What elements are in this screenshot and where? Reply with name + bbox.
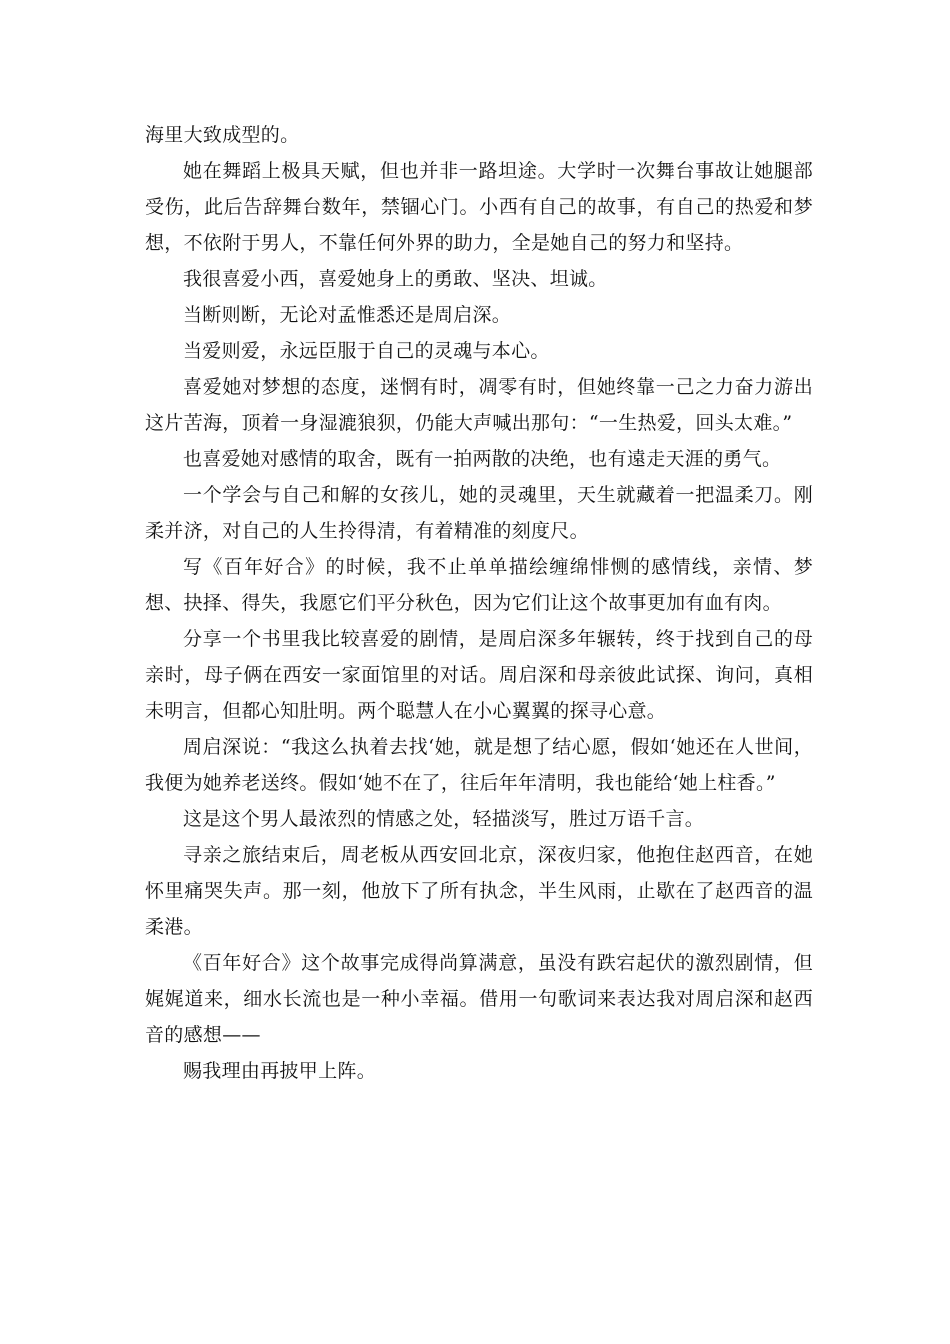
document-body (145, 117, 813, 1089)
paragraph-14: 《百年好合》这个故事完成得尚算满意，虽没有跌宕起伏的激烈剧情，但娓娓道来，细水长流也是一种小幸福。借用一句歌词来表达我对周启深和赵西音的感想—— (145, 952, 813, 1046)
paragraph-12: 这是这个男人最浓烈的情感之处，轻描淡写，胜过万语千言。 (183, 808, 705, 830)
paragraph-5: 当爱则爱，永远臣服于自己的灵魂与本心。 (183, 340, 550, 362)
paragraph-8: 一个学会与自己和解的女孩儿，她的灵魂里，天生就藏着一把温柔刀。刚柔并济，对自己的人生拎得清，有着精准的刻度尺。 (145, 484, 813, 542)
paragraph-11: 周启深说：“我这么执着去找‘她，就是想了结心愿，假如‘她还在人世间，我便为她养老送终。假如‘她不在了，往后年年清明，我也能给‘她上柱香。” (145, 736, 813, 794)
paragraph-6: 喜爱她对梦想的态度，迷惘有时，凋零有时，但她终靠一己之力奋力游出这片苦海，顶着一身湿漉狼狈，仍能大声喊出那句：“一生热爱，回头太难。” (145, 376, 813, 434)
paragraph-9: 写《百年好合》的时候，我不止单单描绘缠绵悱恻的感情线，亲情、梦想、抉择、得失，我愿它们平分秋色，因为它们让这个故事更加有血有肉。 (145, 556, 813, 614)
paragraph-1: 海里大致成型的。 (145, 124, 300, 146)
paragraph-15: 赐我理由再披甲上阵。 (183, 1060, 377, 1082)
paragraph-2: 她在舞蹈上极具天赋，但也并非一路坦途。大学时一次舞台事故让她腿部受伤，此后告辞舞台数年，禁锢心门。小西有自己的故事，有自己的热爱和梦想，不依附于男人，不靠任何外界的助力，全是她自己的努力和坚持。 (145, 160, 813, 254)
paragraph-10: 分享一个书里我比较喜爱的剧情，是周启深多年辗转，终于找到自己的母亲时，母子俩在西安一家面馆里的对话。周启深和母亲彼此试探、询问，真相未明言，但都心知肚明。两个聪慧人在小心翼翼的探寻心意。 (145, 628, 813, 722)
paragraph-13: 寻亲之旅结束后，周老板从西安回北京，深夜归家，他抱住赵西音，在她怀里痛哭失声。那一刻，他放下了所有执念，半生风雨，止歇在了赵西音的温柔港。 (145, 844, 813, 938)
paragraph-4: 当断则断，无论对孟惟悉还是周启深。 (183, 304, 512, 326)
paragraph-3: 我很喜爱小西，喜爱她身上的勇敢、坚决、坦诚。 (183, 268, 608, 290)
paragraph-7: 也喜爱她对感情的取舍，既有一拍两散的决绝，也有遠走天涯的勇气。 (183, 448, 782, 470)
